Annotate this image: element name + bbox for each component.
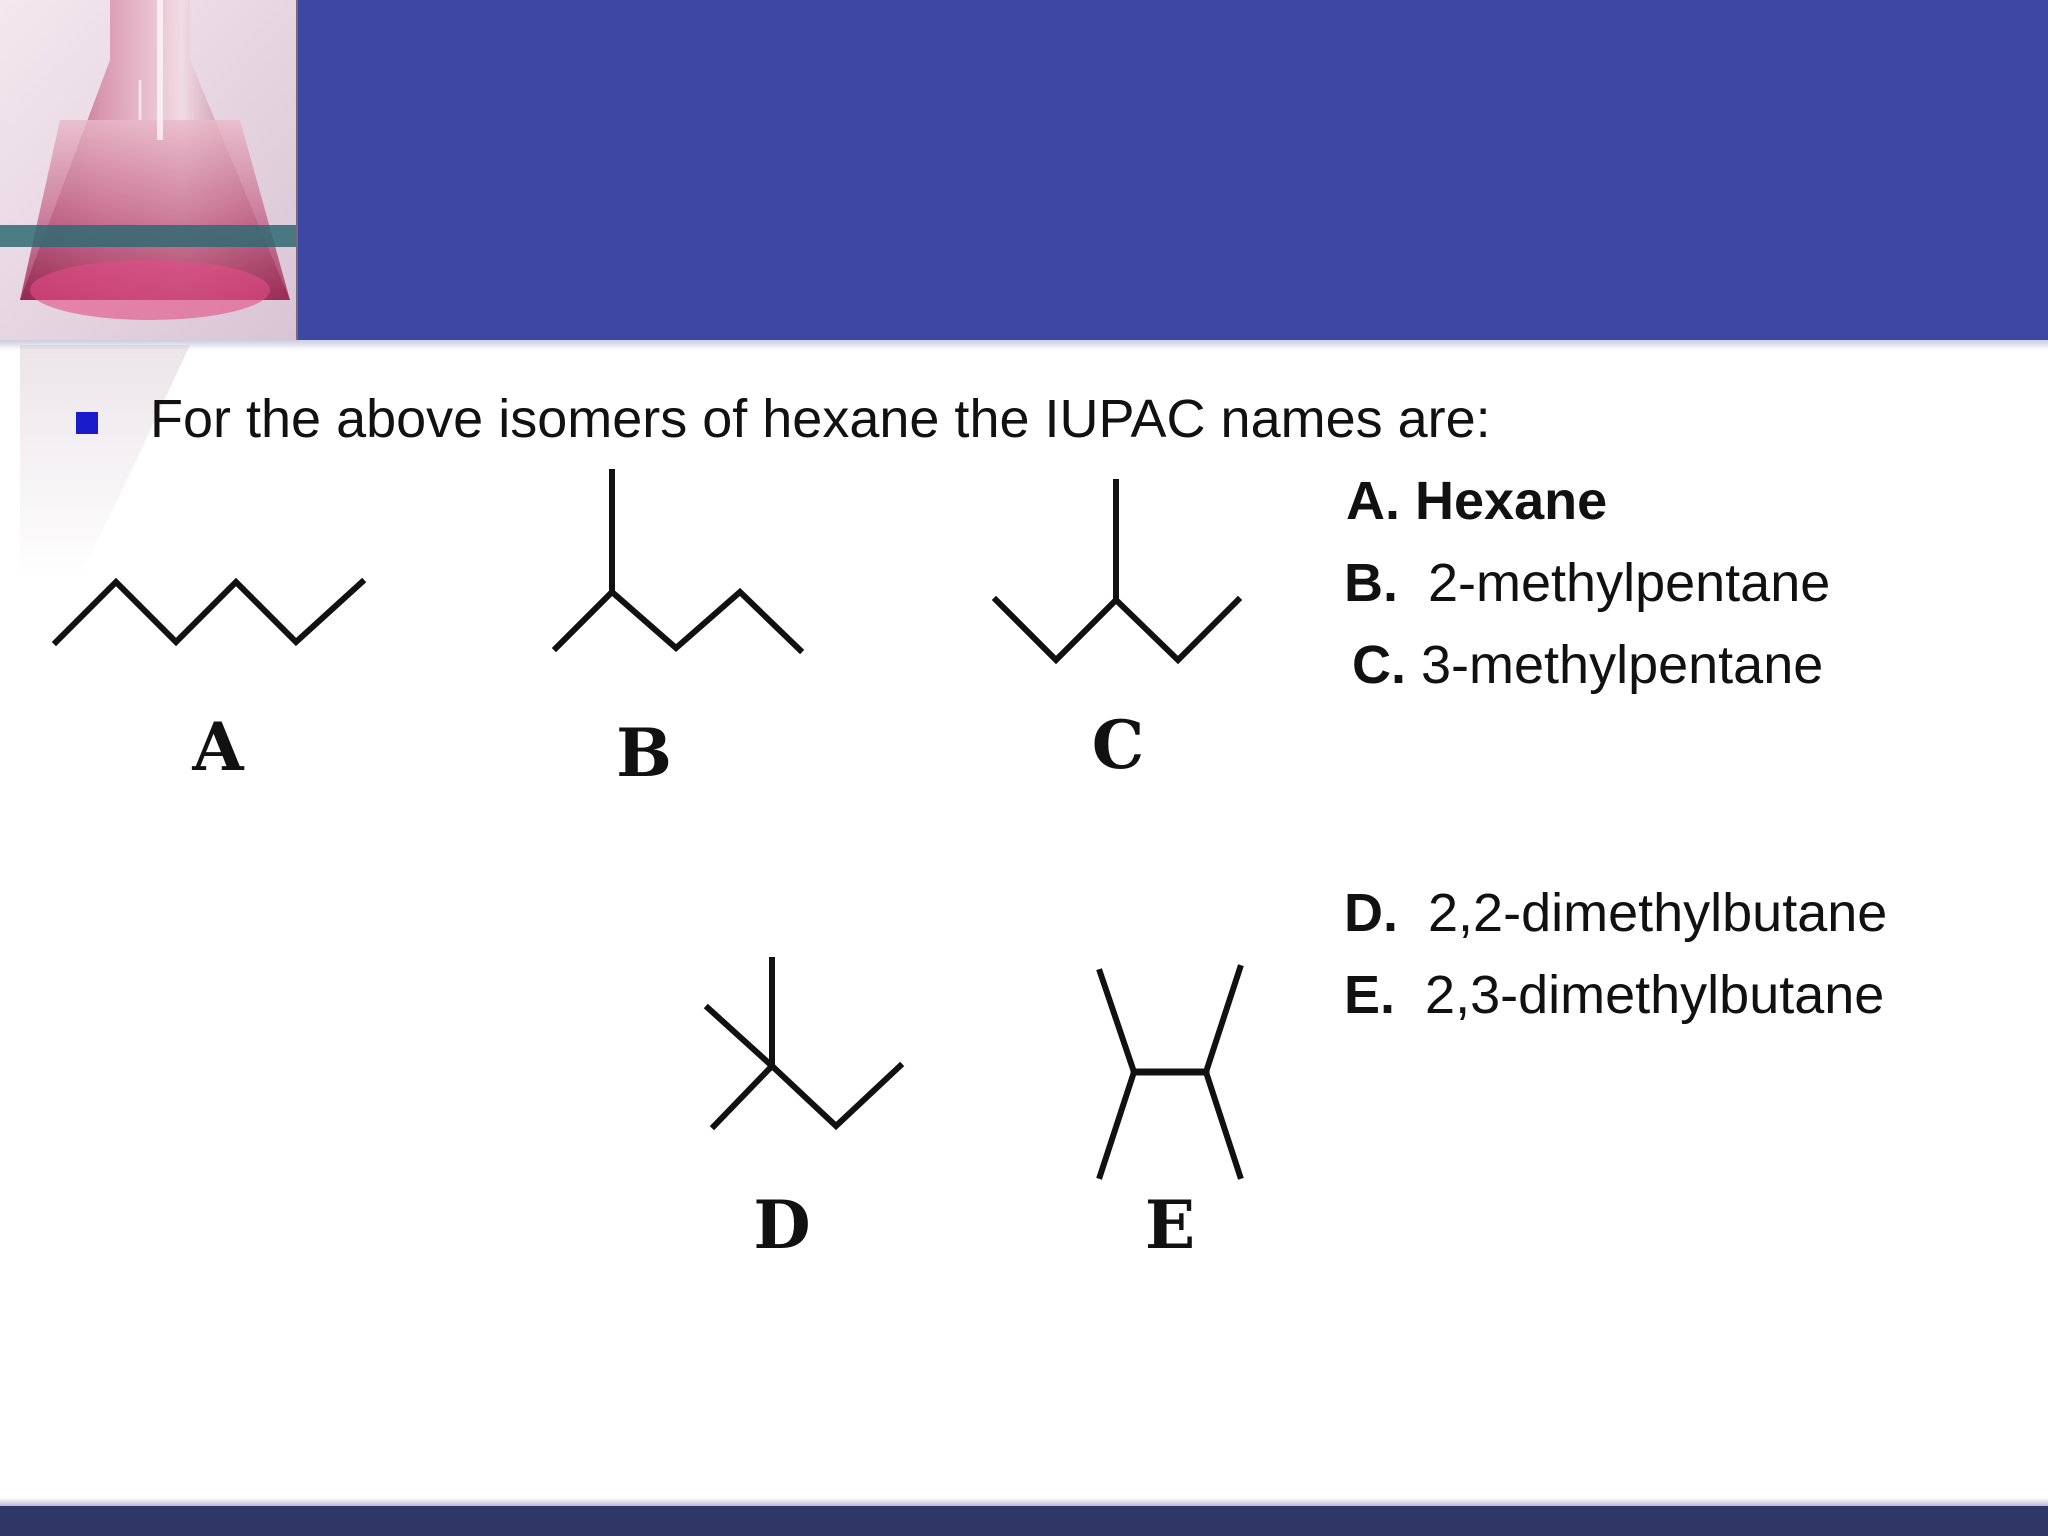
name-item-a [1346,470,1607,532]
intro-text: For the above isomers of hexane the IUPAC names are: [150,389,1491,449]
name-text: 3-methylpentane [1421,635,1824,695]
name-letter: A. [1346,471,1400,531]
name-text: Hexane [1415,471,1608,531]
name-item-b [1344,552,1830,614]
structure-a [56,582,362,642]
name-item-c [1352,634,1823,696]
structure-d [708,960,900,1126]
structure-c [996,482,1238,660]
name-letter: C. [1352,635,1406,695]
name-letter: E. [1344,965,1396,1025]
name-letter: B. [1344,553,1398,613]
structure-b [556,472,800,650]
structure-label-c: C [1091,706,1145,784]
name-text: 2,2-dimethylbutane [1428,883,1888,943]
name-text: 2-methylpentane [1428,553,1831,613]
structure-e [1100,968,1240,1176]
name-item-d [1344,882,1887,944]
name-text: 2,3-dimethylbutane [1425,965,1885,1025]
name-item-e [1344,964,1884,1026]
footer-band [0,1506,2048,1536]
structure-label-d: D [753,1186,811,1264]
structure-label-b: B [616,714,672,792]
structure-label-e: E [1144,1186,1196,1264]
structure-label-a: A [192,708,244,786]
name-letter: D. [1344,883,1398,943]
